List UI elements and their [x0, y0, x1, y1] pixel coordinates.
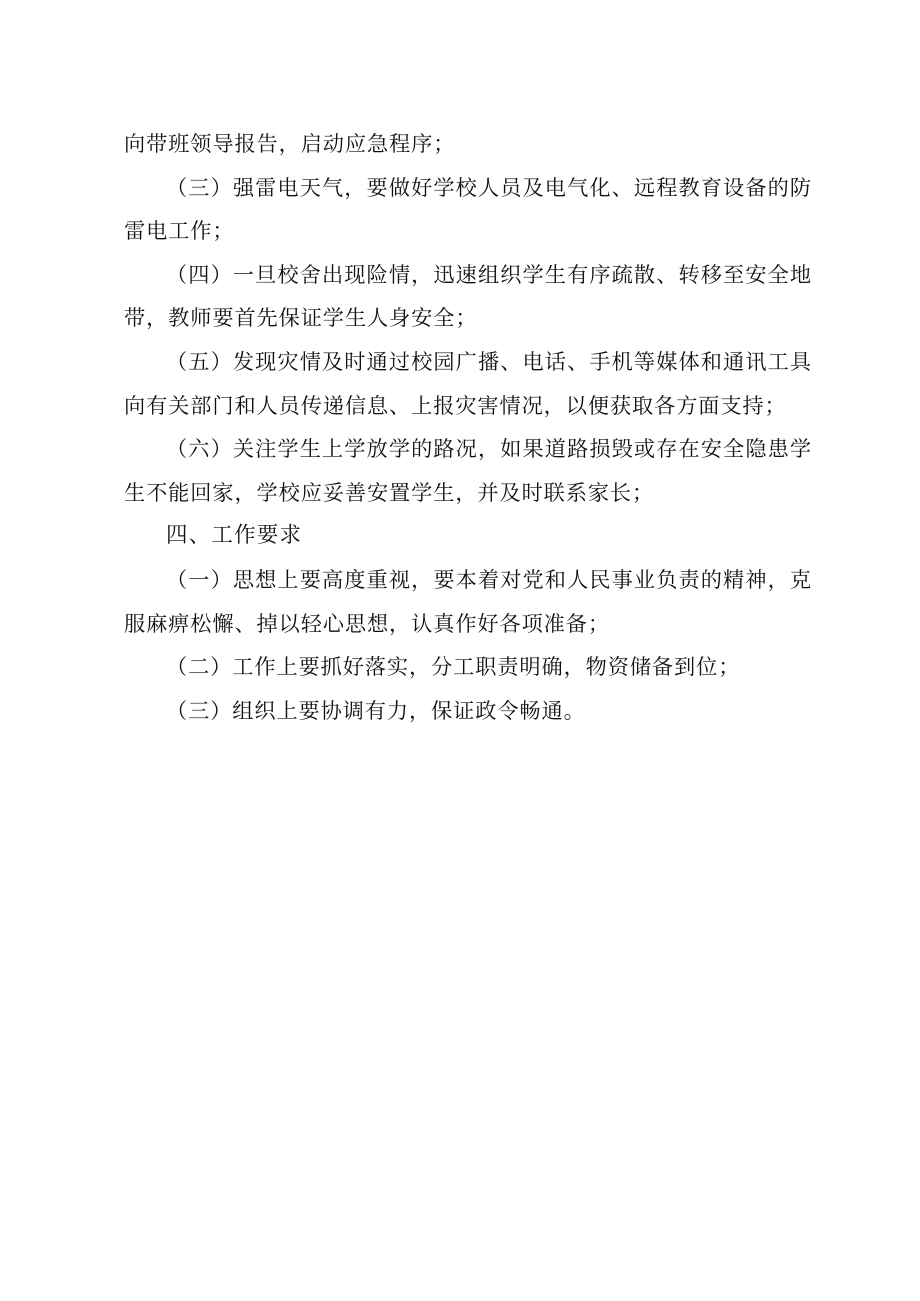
paragraph-item-3-thunderstorm: （三）强雷电天气，要做好学校人员及电气化、远程教育设备的防雷电工作； [124, 174, 812, 244]
paragraph-item-4-evacuation: （四）一旦校舍出现险情，迅速组织学生有序疏散、转移至安全地带，教师要首先保证学生人身安全； [124, 261, 812, 331]
paragraph-requirement-2: （二）工作上要抓好落实，分工职责明确，物资储备到位； [166, 654, 741, 680]
section-heading-work-requirements: 四、工作要求 [166, 523, 303, 549]
paragraph-continuation: 向带班领导报告，启动应急程序； [124, 131, 456, 156]
paragraph-requirement-1: （一）思想上要高度重视，要本着对党和人民事业负责的精神，克服麻痹松懈、掉以轻心思想，认真作好各项准备； [124, 566, 812, 636]
paragraph-requirement-3: （三）组织上要协调有力，保证政令畅通。 [166, 697, 586, 723]
paragraph-item-5-reporting: （五）发现灾情及时通过校园广播、电话、手机等媒体和通讯工具向有关部门和人员传递信息、上报灾害情况，以便获取各方面支持； [124, 348, 812, 418]
paragraph-item-6-road-conditions: （六）关注学生上学放学的路况，如果道路损毁或存在安全隐患学生不能回家，学校应妥善安置学生，并及时联系家长； [124, 436, 812, 505]
document-page [124, 122, 812, 732]
